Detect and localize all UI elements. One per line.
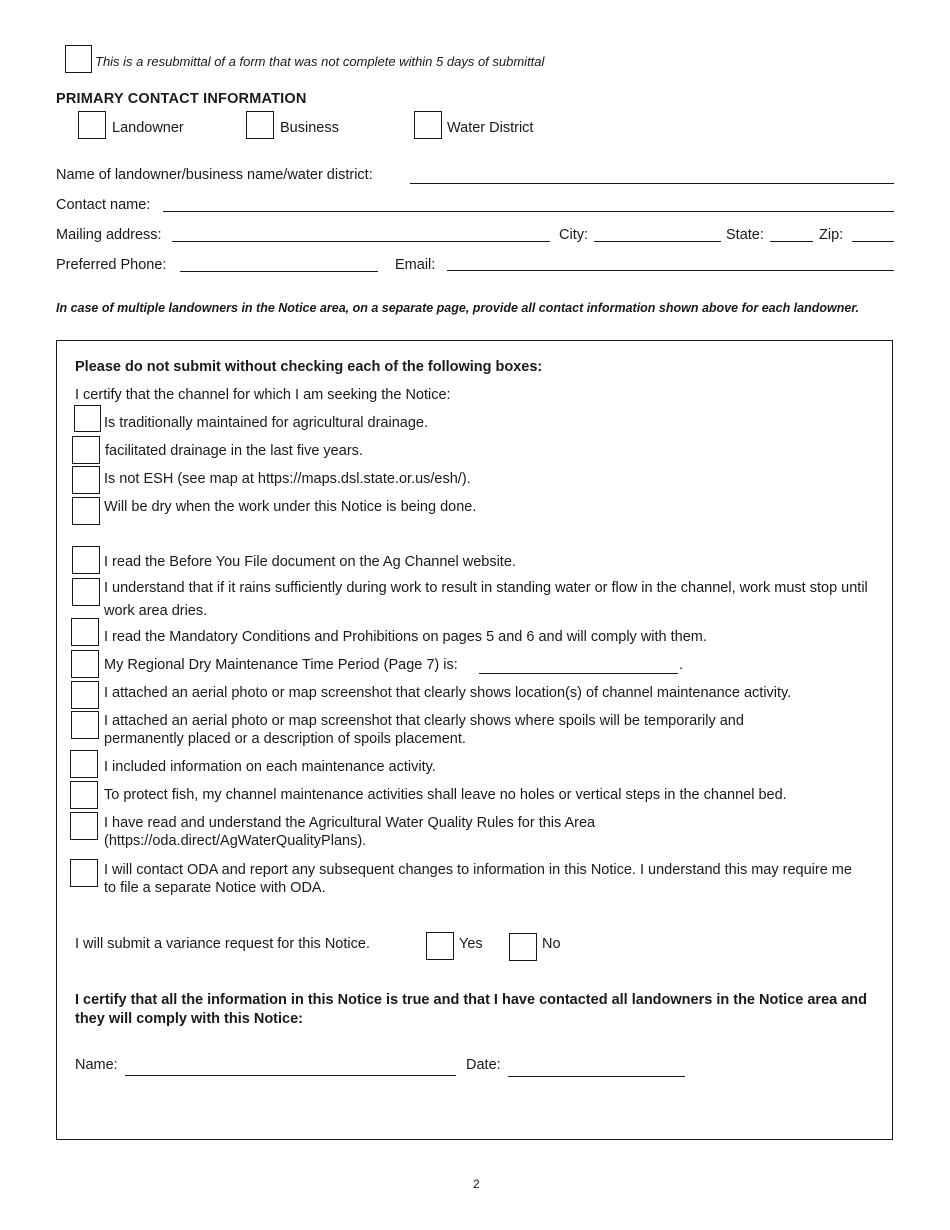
aerial-location-checkbox[interactable] xyxy=(71,681,99,709)
aerial-spoils-item: I attached an aerial photo or map screenshot that clearly shows where spoils will be temporarily and permanently placed or a description of spoils placement. xyxy=(104,713,744,747)
channel-checkbox-1[interactable] xyxy=(74,405,101,432)
landowner-label: Landowner xyxy=(112,120,184,136)
variance-yes-label: Yes xyxy=(459,936,483,952)
name-field[interactable] xyxy=(410,183,894,184)
variance-no-checkbox[interactable] xyxy=(509,933,537,961)
channel-item-2: facilitated drainage in the last five years. xyxy=(105,443,363,459)
mailing-address-field[interactable] xyxy=(172,241,550,242)
channel-checkbox-2[interactable] xyxy=(72,436,100,464)
report-changes-item: I will contact ODA and report any subsequent changes to information in this Notice. I understand this may require me to file a separate Notice with ODA. xyxy=(104,862,852,896)
mandatory-conditions-item: I read the Mandatory Conditions and Prohibitions on pages 5 and 6 and will comply with them. xyxy=(104,629,707,645)
resubmittal-checkbox[interactable] xyxy=(65,45,92,73)
signature-date-label: Date: xyxy=(466,1057,501,1073)
city-field[interactable] xyxy=(594,241,721,242)
signature-date-field[interactable] xyxy=(508,1076,685,1077)
report-changes-checkbox[interactable] xyxy=(70,859,98,887)
business-checkbox[interactable] xyxy=(246,111,274,139)
contact-name-label: Contact name: xyxy=(56,197,151,213)
resubmittal-label: This is a resubmittal of a form that was not complete within 5 days of submittal xyxy=(95,54,545,69)
zip-field[interactable] xyxy=(852,241,894,242)
channel-item-3: Is not ESH (see map at https://maps.dsl.state.or.us/esh/). xyxy=(104,471,471,487)
multiple-landowners-note: In case of multiple landowners in the Notice area, on a separate page, provide all contact information shown above for each landowner. xyxy=(56,301,859,315)
dry-period-field[interactable] xyxy=(479,673,678,674)
state-field[interactable] xyxy=(770,241,813,242)
business-label: Business xyxy=(280,120,339,136)
channel-checkbox-4[interactable] xyxy=(72,497,100,525)
zip-label: Zip: xyxy=(819,227,844,243)
maintenance-info-item: I included information on each maintenance activity. xyxy=(104,759,436,775)
water-quality-checkbox[interactable] xyxy=(70,812,98,840)
aerial-location-item: I attached an aerial photo or map screenshot that clearly shows location(s) of channel maintenance activity. xyxy=(104,685,792,701)
primary-contact-heading: PRIMARY CONTACT INFORMATION xyxy=(56,91,307,107)
channel-checkbox-3[interactable] xyxy=(72,466,100,494)
phone-label: Preferred Phone: xyxy=(56,257,167,273)
variance-label: I will submit a variance request for this Notice. xyxy=(75,936,370,952)
email-field[interactable] xyxy=(447,270,894,271)
water-district-label: Water District xyxy=(447,120,534,136)
water-quality-item: I have read and understand the Agricultural Water Quality Rules for this Area (https://oda.direct/AgWaterQualityPlans). xyxy=(104,815,596,849)
rain-stop-item: I understand that if it rains sufficiently during work to result in standing water or flow in the channel, work must stop until work area dries. xyxy=(104,580,868,619)
contact-name-field[interactable] xyxy=(163,211,894,212)
name-field-label: Name of landowner/business name/water district: xyxy=(56,167,373,183)
variance-yes-checkbox[interactable] xyxy=(426,932,454,960)
dry-period-period: . xyxy=(679,657,684,673)
channel-item-1: Is traditionally maintained for agricultural drainage. xyxy=(104,415,429,431)
signature-name-field[interactable] xyxy=(125,1075,456,1076)
rain-stop-checkbox[interactable] xyxy=(72,578,100,606)
maintenance-info-checkbox[interactable] xyxy=(70,750,98,778)
phone-field[interactable] xyxy=(180,271,378,272)
checklist-intro: I certify that the channel for which I am seeking the Notice: xyxy=(75,387,451,403)
page-number: 2 xyxy=(473,1177,480,1191)
mandatory-conditions-checkbox[interactable] xyxy=(71,618,99,646)
before-you-file-item: I read the Before You File document on the Ag Channel website. xyxy=(104,554,516,570)
channel-item-4: Will be dry when the work under this Notice is being done. xyxy=(104,499,477,515)
email-label: Email: xyxy=(395,257,436,273)
landowner-checkbox[interactable] xyxy=(78,111,106,139)
variance-no-label: No xyxy=(542,936,561,952)
aerial-spoils-checkbox[interactable] xyxy=(71,711,99,739)
dry-period-checkbox[interactable] xyxy=(71,650,99,678)
state-label: State: xyxy=(726,227,764,243)
checklist-heading: Please do not submit without checking each of the following boxes: xyxy=(75,359,543,375)
dry-period-item: My Regional Dry Maintenance Time Period (Page 7) is: xyxy=(104,657,458,673)
city-label: City: xyxy=(559,227,588,243)
protect-fish-checkbox[interactable] xyxy=(70,781,98,809)
signature-name-label: Name: xyxy=(75,1057,118,1073)
protect-fish-item: To protect fish, my channel maintenance activities shall leave no holes or vertical steps in the channel bed. xyxy=(104,787,787,803)
mailing-address-label: Mailing address: xyxy=(56,227,162,243)
before-you-file-checkbox[interactable] xyxy=(72,546,100,574)
certify-statement: I certify that all the information in this Notice is true and that I have contacted all landowners in the Notice area and they will comply with this Notice: xyxy=(75,992,868,1027)
water-district-checkbox[interactable] xyxy=(414,111,442,139)
